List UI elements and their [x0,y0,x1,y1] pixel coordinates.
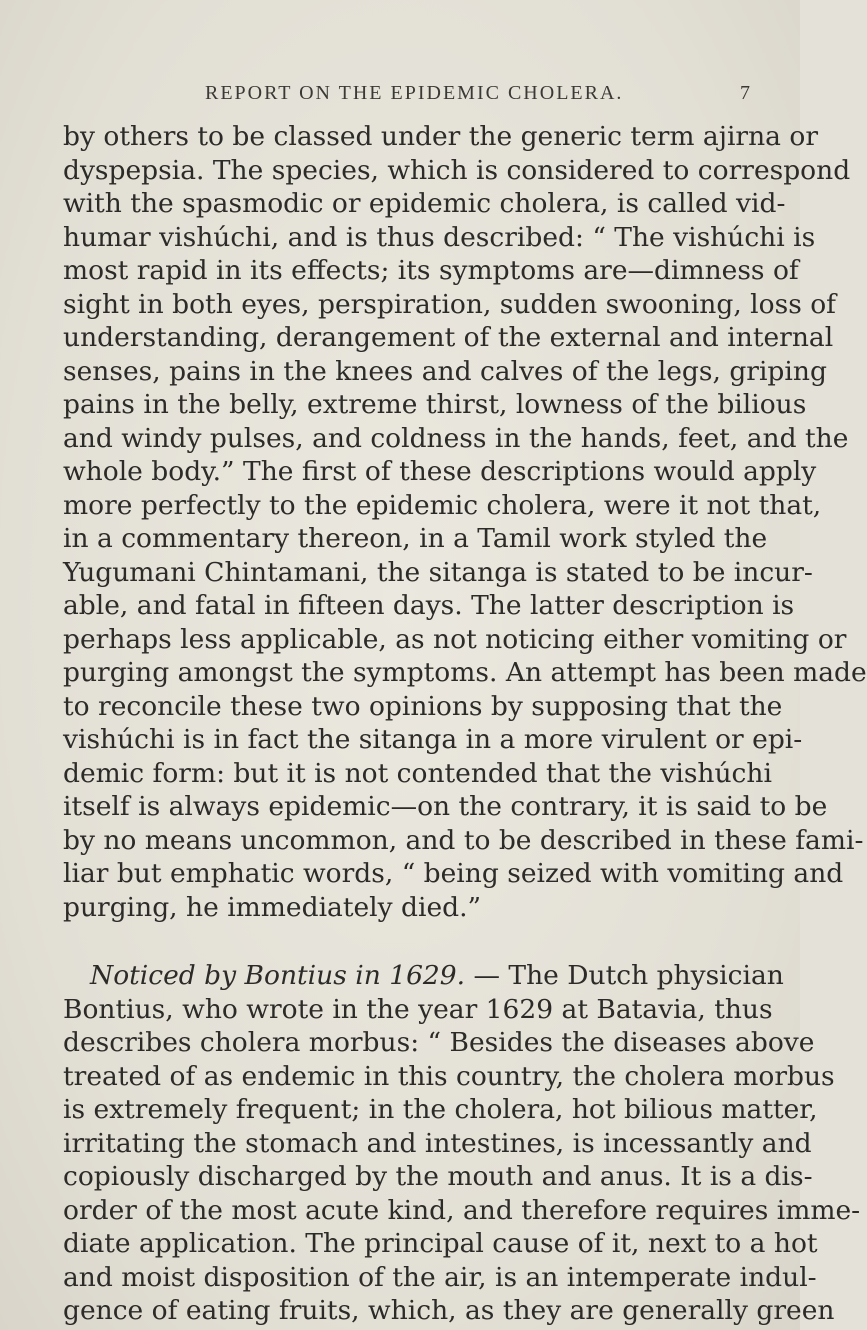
text-line: describes cholera morbus: “ Besides the diseases above [63,1027,815,1058]
body-text [63,120,867,1328]
text-line: demic form: but it is not contended that the vishúchi [63,757,772,789]
paragraph-gap [63,924,751,959]
paragraph-bontius [63,959,861,1328]
text-line: most rapid in its effects; its symptoms are—dimness of [63,255,799,286]
text-line: sight in both eyes, perspiration, sudden swooning, loss of [63,288,836,320]
text-line: purging, he immediately died.” [63,891,482,923]
text-line: order of the most acute kind, and therefore requires imme- [63,1194,861,1226]
text-line: is extremely frequent; in the cholera, hot bilious matter, [63,1094,818,1125]
text-line: diate application. The principal cause of it, next to a hot [63,1228,818,1259]
text-line [63,959,784,993]
paragraph-vishuchi [63,120,867,924]
text-line: in a commentary thereon, in a Tamil work styled the [63,523,768,554]
text-line: Yugumani Chintamani, the sitanga is stated to be incur- [63,556,813,588]
text-line: vishúchi is in fact the sitanga in a more virulent or epi- [63,724,803,755]
running-head [205,82,750,112]
text-line: understanding, derangement of the external and internal [63,322,834,353]
running-head-title: REPORT ON THE EPIDEMIC CHOLERA. [205,82,624,104]
text-line: with the spasmodic or epidemic cholera, is called vid- [63,188,786,219]
text-line: to reconcile these two opinions by supposing that the [63,690,783,722]
text-line: more perfectly to the epidemic cholera, were it not that, [63,489,822,521]
text-line: and windy pulses, and coldness in the hands, feet, and the [63,422,849,454]
text-line: purging amongst the symptoms. An attempt has been made [63,657,867,688]
text-line: dyspepsia. The species, which is considered to correspond [63,154,851,186]
text-line: senses, pains in the knees and calves of the legs, griping [63,355,827,387]
text-line: pains in the belly, extreme thirst, lowness of the bilious [63,389,807,420]
text-line: able, and fatal in fifteen days. The latter description is [63,590,795,621]
text-line: perhaps less applicable, as not noticing either vomiting or [63,623,847,655]
section-heading: Noticed by Bontius in 1629. [90,960,466,991]
text-line: copiously discharged by the mouth and anus. It is a dis- [63,1161,813,1192]
heading-continuation: — The Dutch physician [465,960,784,991]
text-line: liar but emphatic words, “ being seized with vomiting and [63,858,844,889]
text-line: and moist disposition of the air, is an intemperate indul- [63,1261,817,1293]
text-line: humar vishúchi, and is thus described: “ The vishúchi is [63,221,816,253]
text-line: gence of eating fruits, which, as they are generally green [63,1295,835,1326]
text-line: Bontius, who wrote in the year 1629 at Batavia, thus [63,993,773,1025]
text-line: irritating the stomach and intestines, is incessantly and [63,1127,812,1159]
text-line: by no means uncommon, and to be described in these fami- [63,824,864,856]
page-number: 7 [740,82,750,104]
text-line: itself is always epidemic—on the contrary, it is said to be [63,791,828,822]
text-line: whole body.” The first of these descriptions would apply [63,456,817,487]
text-line: by others to be classed under the generic term ajirna or [63,121,819,152]
text-line: treated of as endemic in this country, the cholera morbus [63,1060,835,1092]
